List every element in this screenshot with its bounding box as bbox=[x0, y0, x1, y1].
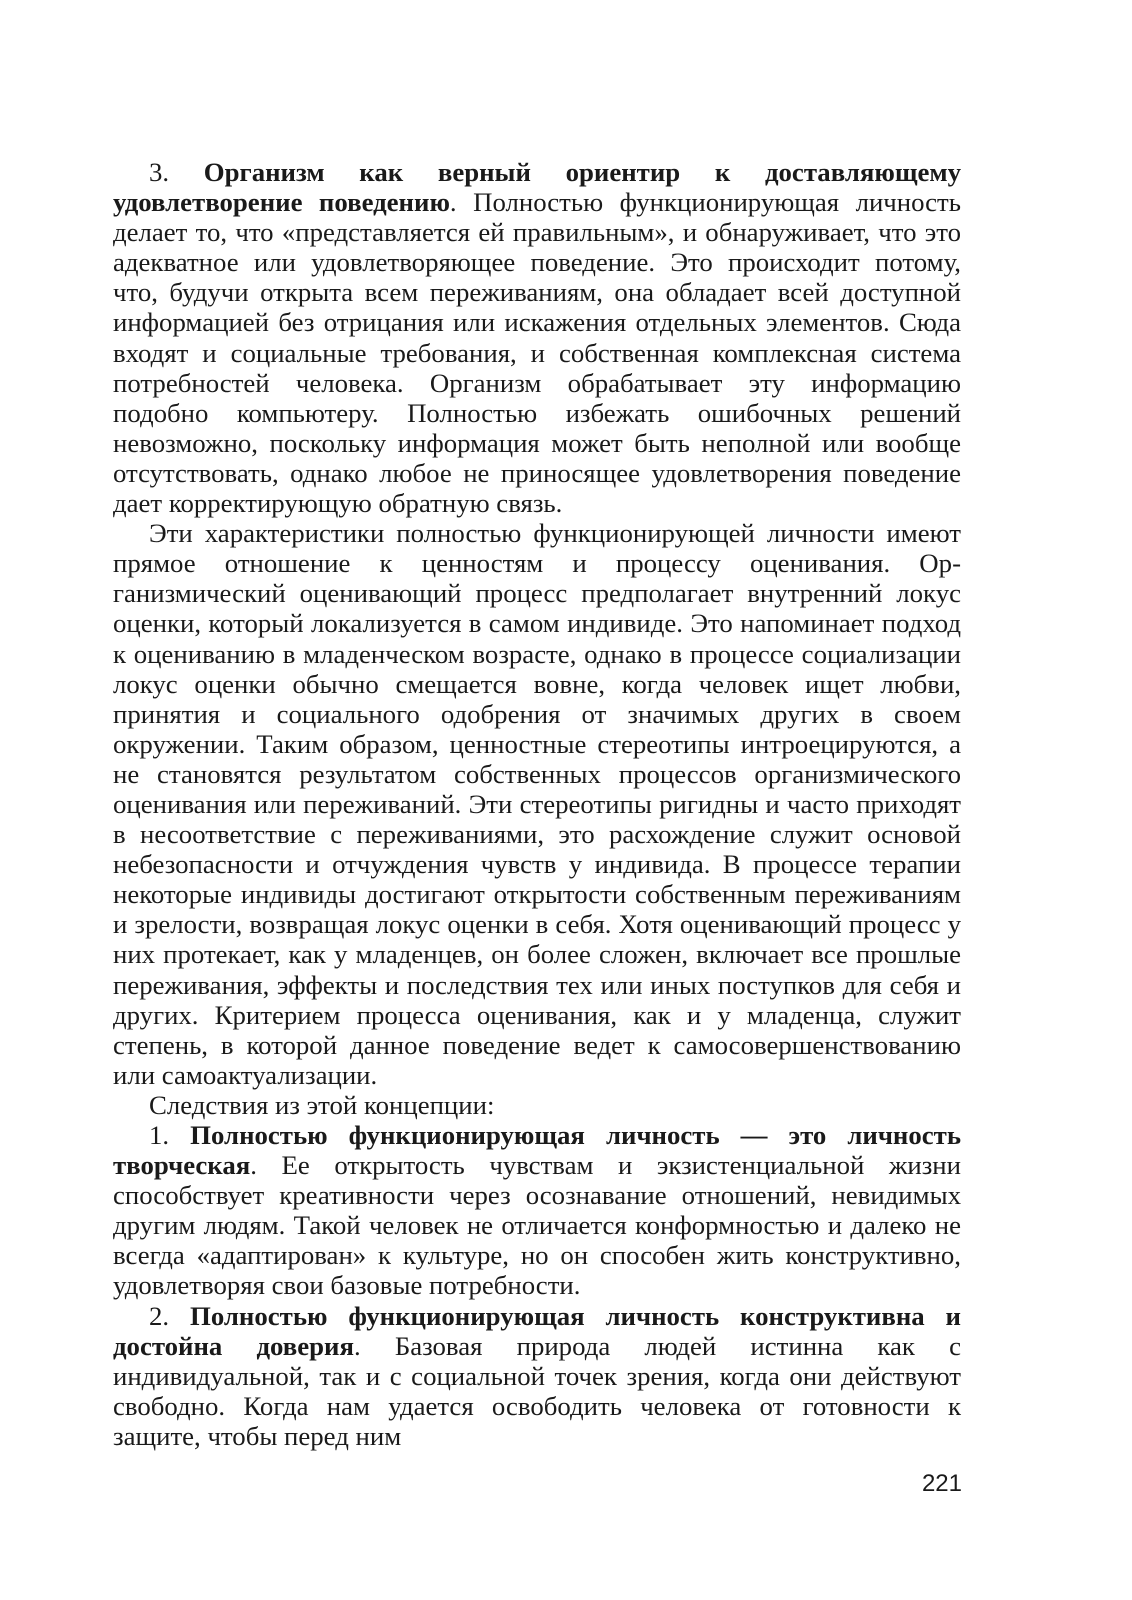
paragraph-text: . Базовая природа людей истинна как с индивидуальной, так и с социальной точек зрения, когда они действуют свободно. Когда нам удается освободить человека от готовности к защите, чтобы перед ним bbox=[113, 1330, 961, 1451]
paragraph-characteristics bbox=[113, 518, 961, 1090]
paragraph-creative-personality bbox=[113, 1120, 961, 1301]
item-heading: Полностью функционирующая личность конструктивна и достойна доверия bbox=[113, 1300, 961, 1361]
paragraph-text: Эти характеристики полностью функционирующей личности имеют прямое отношение к ценностям и процессу оценивания. Организмический оценивающий процесс предполагает внутренний локус оценки, который локализуется в самом индивиде. Это напоминает подход к оцениванию в младенческом возрасте, однако в процессе социализации локус оценки обычно смещается вовне, когда человек ищет любви, принятия и социального одобрения от значимых других в своем окружении. Таким образом, ценностные стереотипы интроецируются, а не становятся результатом собственных процессов организмического оценивания или переживаний. Эти стереотипы ригидны и часто приходят в несоответствие с переживаниями, это расхождение служит основой небезопасности и отчуждения чувств у индивида. В процессе терапии некоторые индивиды достигают открытости собственным переживаниям и зрелости, возвращая локус оценки в себя. Хотя оценивающий процесс у них протекает, как у младенцев, он более сложен, включает все прошлые переживания, эффекты и последствия тех или иных поступков для себя и других. Критерием процесса оценивания, как и у младенца, служит степень, в которой данное поведение ведет к самосовершенствованию или самоактуализации. bbox=[113, 518, 961, 1090]
paragraph-constructive-personality bbox=[113, 1301, 961, 1451]
item-number: 2. bbox=[149, 1300, 190, 1331]
item-heading: Полностью функционирующая личность — это личность творческая bbox=[113, 1120, 962, 1181]
item-heading: Организм как верный ориентир к доставляющему удовлетворение поведению bbox=[113, 157, 961, 218]
paragraph-text: . Ее открытость чувствам и экзистенциальной жизни способствует креативности через осознавание отношений, невидимых другим людям. Такой человек не отличается конформностью и далеко не всегда «адаптирован» к культуре, но он способен жить конструктивно, удовлетворяя свои базовые потребности. bbox=[113, 1150, 961, 1301]
item-number: 1. bbox=[149, 1120, 191, 1150]
paragraph-organism-guide bbox=[113, 157, 961, 518]
paragraph-consequences-intro bbox=[113, 1090, 961, 1120]
page-body bbox=[113, 157, 961, 1451]
item-number: 3. bbox=[149, 157, 204, 187]
paragraph-text: Следствия из этой концепции: bbox=[149, 1089, 495, 1120]
paragraph-text: . Полностью функционирующая личность делает то, что «представляется ей правильным», и обнаруживает, что это адекватное или удовлетворяющее поведение. Это происходит потому, что, будучи открыта всем переживаниям, она обладает всей доступной информацией без отрицания или искажения отдельных элементов. Сюда входят и социальные требования, и собственная комплексная система потребностей человека. Организм обрабатывает эту информацию подобно компьютеру. Полностью избежать ошибочных решений невозможно, поскольку информация может быть неполной или вообще отсутствовать, однако любое не приносящее удовлетворения поведение дает корректирующую обратную связь. bbox=[113, 187, 961, 519]
page-number: 221 bbox=[921, 1470, 962, 1497]
